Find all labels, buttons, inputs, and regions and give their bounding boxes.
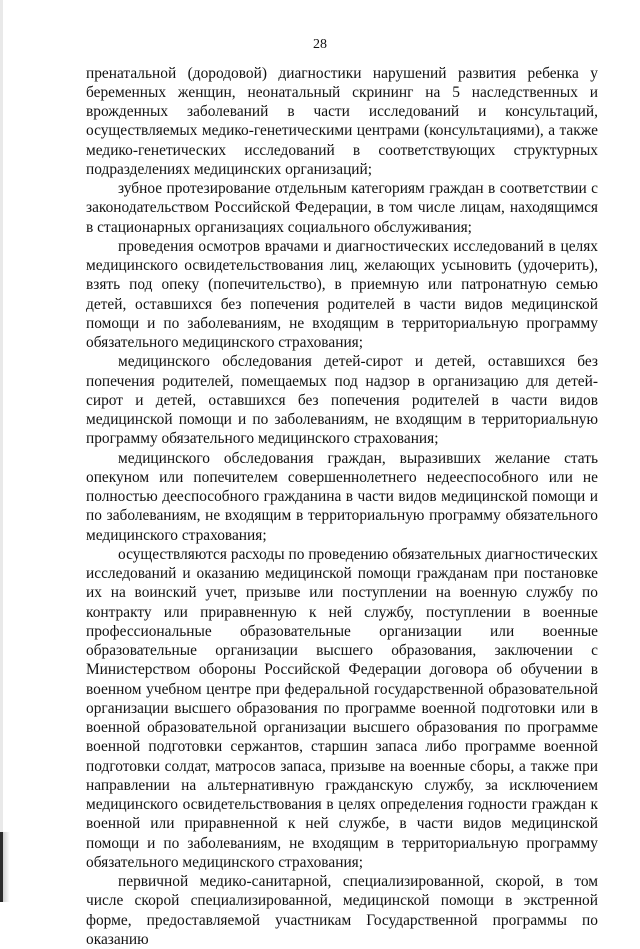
paragraph-military-registration: осуществляются расходы по проведению обязательных диагностических исследований и оказанию медицинской помощи гражданам при постановке их на воинский учет, призыве или поступлении на военную службу по контракту или приравненную к ней службу, поступлении в военные профессиональные образовательные организации или военные образовательные организации высшего образования, заключении с Министерством обороны Российской Федерации договора об обучении в военном учебном центре при федеральной государственной образовательной организации высшего образования по программе военной подготовки или в военной образовательной организации высшего образования по программе военной подготовки сержантов, старшин запаса либо программе военной подготовки солдат, матросов запаса, призыве на военные сборы, а также при направлении на альтернативную гражданскую службу, за исключением медицинского освидетельствования в целях определения годности граждан к военной или приравненной к ней службе, в части видов медицинской помощи и по заболеваниям, не входящим в территориальную программу обязательного медицинского страхования;	[86, 545, 598, 872]
scan-binding-mark	[0, 832, 10, 902]
document-body	[86, 64, 598, 949]
paragraph-adoption-examinations: проведения осмотров врачами и диагностических исследований в целях медицинского освидетельствования лиц, желающих усыновить (удочерить), взять под опеку (попечительство), в приемную или патронатную семью детей, оставшихся без попечения родителей в части видов медицинской помощи и по заболеваниям, не входящим в территориальную программу обязательного медицинского страхования;	[86, 237, 598, 353]
page-number: 28	[0, 36, 640, 54]
scan-edge-shadow	[0, 0, 3, 902]
paragraph-prenatal-diagnostics: пренатальной (дородовой) диагностики нарушений развития ребенка у беременных женщин, неонатальный скрининг на 5 наследственных и врожденных заболеваний в части исследований и консультаций, осуществляемых медико-генетическими центрами (консультациями), а также медико-генетических исследований в соответствующих структурных подразделениях медицинских организаций;	[86, 64, 598, 180]
paragraph-guardian-examination: медицинского обследования граждан, выразивших желание стать опекуном или попечителем совершеннолетнего недееспособного или не полностью дееспособного гражданина в части видов медицинской помощи и по заболеваниям, не входящим в территориальную программу обязательного медицинского страхования;	[86, 449, 598, 545]
paragraph-dental-prosthetics: зубное протезирование отдельным категориям граждан в соответствии с законодательством Российской Федерации, в том числе лицам, находящимся в стационарных организациях социального обслуживания;	[86, 179, 598, 237]
paragraph-primary-care-continued: первичной медико-санитарной, специализированной, скорой, в том числе скорой специализированной, медицинской помощи в экстренной форме, предоставляемой участникам Государственной программы по оказанию	[86, 872, 598, 949]
paragraph-orphans-examination: медицинского обследования детей-сирот и детей, оставшихся без попечения родителей, помещаемых под надзор в организацию для детей-сирот и детей, оставшихся без попечения родителей в части видов медицинской помощи и по заболеваниям, не входящим в территориальную программу обязательного медицинского страхования;	[86, 352, 598, 448]
